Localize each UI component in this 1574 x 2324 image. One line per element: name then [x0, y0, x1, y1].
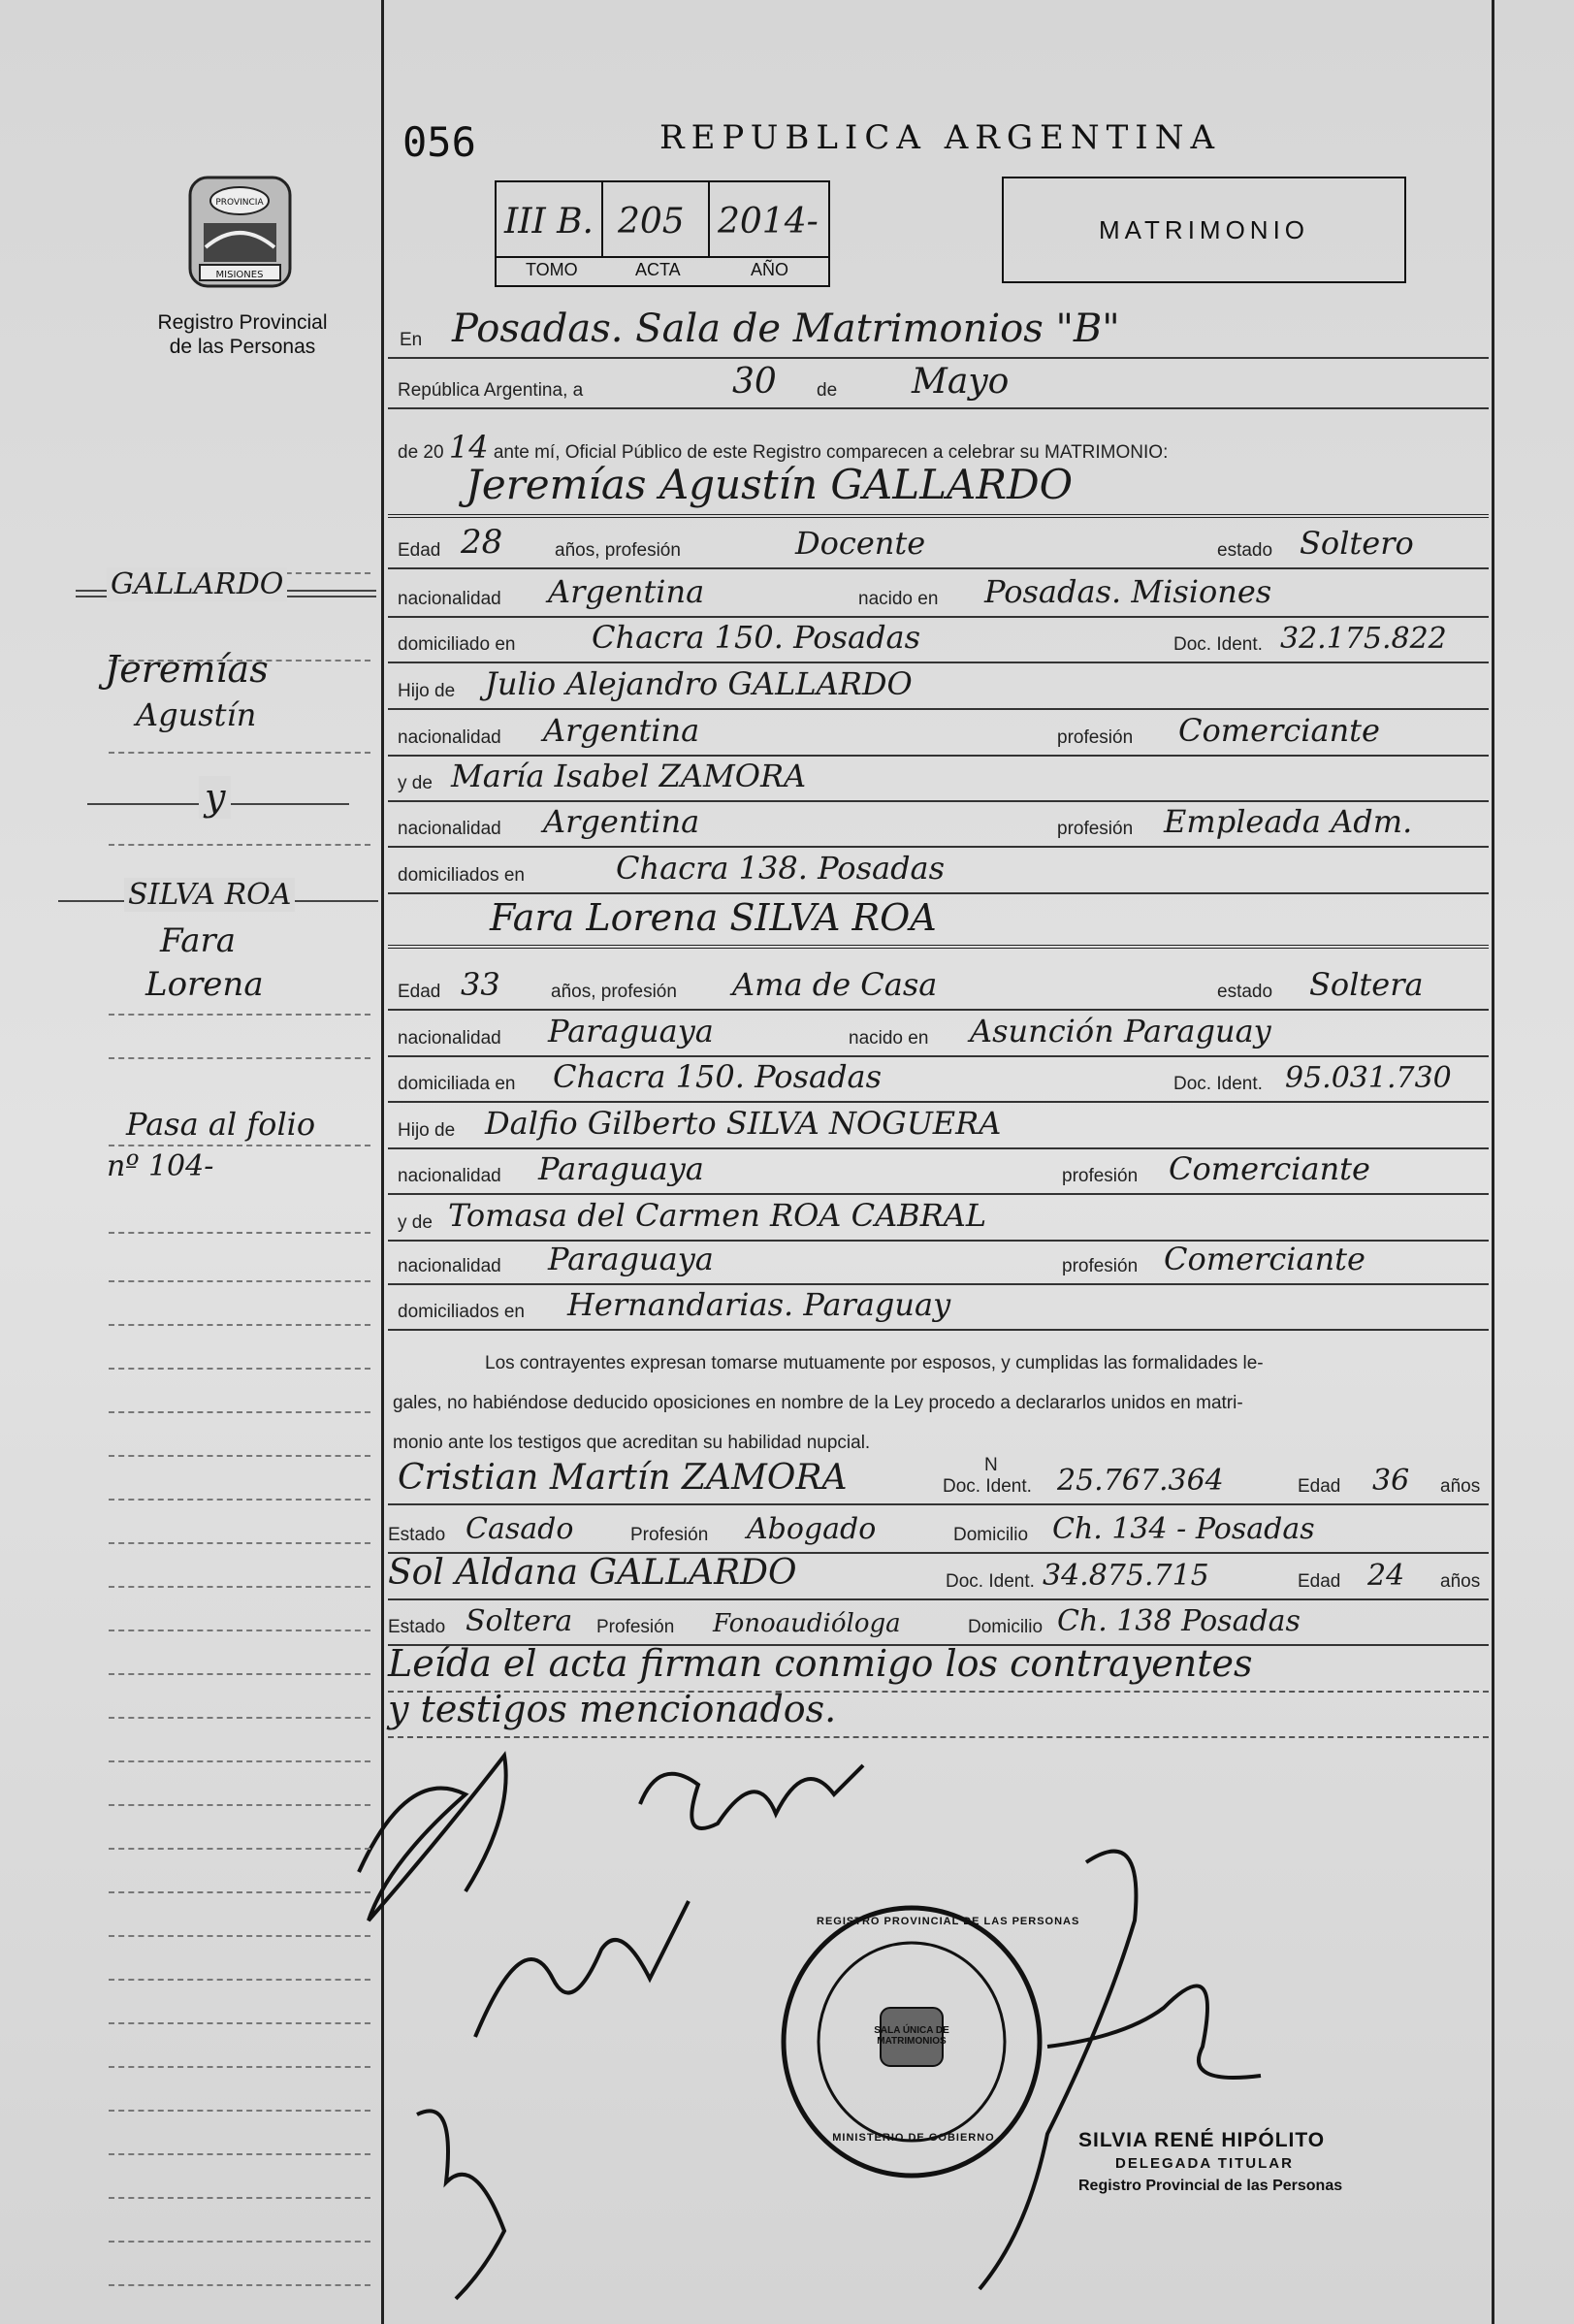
date-year: 14 [448, 429, 489, 466]
bride-father-profession: Comerciante [1169, 1150, 1370, 1187]
anio-label: AÑO [751, 260, 789, 279]
page-number: 056 [402, 118, 476, 166]
closing-line1: Leída el acta firman conmigo los contrayentes [388, 1642, 1253, 1685]
witness1-row: Cristian Martín ZAMORA N Doc. Ident. 25.767.364 Edad 36 años [388, 1450, 1489, 1505]
stamp-bottom-text: MINISTERIO DE GOBIERNO [832, 2132, 995, 2144]
tomo-value: III B. [504, 202, 594, 242]
country-title: REPUBLICA ARGENTINA [659, 118, 1222, 157]
witness1-name: Cristian Martín ZAMORA [398, 1458, 848, 1498]
signature-witness2-icon [417, 2111, 504, 2299]
svg-text:MISIONES: MISIONES [215, 270, 264, 280]
witness2-address: Ch. 138 Posadas [1057, 1604, 1301, 1638]
margin-groom-name2: Agustín [136, 696, 257, 733]
date-month: Mayo [912, 362, 1010, 402]
signature-witness1-icon [475, 1901, 689, 2037]
groom-age: 28 [461, 523, 503, 562]
bride-doc: 95.031.730 [1285, 1061, 1452, 1095]
groom-nationality: Argentina [548, 573, 705, 610]
bride-father-nationality: Paraguaya [538, 1150, 704, 1187]
date-day: 30 [732, 362, 777, 402]
groom-birthplace: Posadas. Misiones [984, 573, 1272, 610]
margin-note-line1: Pasa al folio [126, 1106, 316, 1143]
bride-parents-address: Hernandarias. Paraguay [567, 1286, 951, 1323]
signature-bride-icon [640, 1765, 863, 1828]
bride-age: 33 [461, 966, 500, 1003]
witness2-details-row: Estado Soltera Profesión Fonoaudióloga Domicilio Ch. 138 Posadas [388, 1596, 1489, 1646]
groom-mother-profession: Empleada Adm. [1164, 803, 1413, 840]
groom-doc: 32.175.822 [1280, 622, 1447, 656]
bride-birthplace: Asunción Paraguay [970, 1013, 1271, 1049]
anio-value: 2014- [718, 202, 819, 242]
official-name: SILVIA RENÉ HIPÓLITO [1078, 2129, 1326, 2151]
witness2-status: Soltera [466, 1604, 573, 1638]
groom-age-row: Edad 28 años, profesión Docente estado Soltero [388, 519, 1489, 569]
bride-address-row: domiciliada en Chacra 150. Posadas Doc. Ident. 95.031.730 [388, 1052, 1489, 1103]
groom-name: Jeremías Agustín GALLARDO [466, 461, 1074, 508]
closing-row1 [388, 1642, 1489, 1693]
record-box [495, 180, 830, 287]
date-row: República Argentina, a 30 de Mayo [388, 359, 1489, 409]
groom-address: Chacra 150. Posadas [592, 619, 921, 656]
doc-ident-mark: N [984, 1455, 998, 1475]
groom-parents-address-row: domiciliados en Chacra 138. Posadas [388, 844, 1489, 894]
witness1-status: Casado [466, 1512, 574, 1546]
groom-profession: Docente [795, 525, 926, 562]
acta-label: ACTA [635, 260, 681, 279]
place-row: En Posadas. Sala de Matrimonios "B" [388, 308, 1489, 359]
margin-bride-surname: SILVA ROA [124, 878, 295, 912]
witness1-address: Ch. 134 - Posadas [1052, 1512, 1315, 1546]
groom-mother-nationality: Argentina [543, 803, 700, 840]
statement-line1: Los contrayentes expresan tomarse mutuamente por esposos, y cumplidas las formalidades le- [485, 1353, 1264, 1373]
bride-age-row: Edad 33 años, profesión Ama de Casa estado Soltera [388, 960, 1489, 1011]
bride-status: Soltera [1309, 966, 1424, 1003]
groom-father-nationality: Argentina [543, 712, 700, 749]
svg-text:PROVINCIA: PROVINCIA [215, 198, 264, 208]
groom-father: Julio Alejandro GALLARDO [485, 665, 913, 702]
groom-nationality-row: nacionalidad Argentina nacido en Posadas. Misiones [388, 567, 1489, 618]
bride-name: Fara Lorena SILVA ROA [490, 896, 937, 939]
bride-father: Dalfio Gilberto SILVA NOGUERA [485, 1105, 1002, 1142]
margin-groom-surname: GALLARDO [107, 567, 287, 601]
bride-nationality-row: nacionalidad Paraguaya nacido en Asunción Paraguay [388, 1007, 1489, 1057]
groom-name-row [388, 456, 1489, 518]
groom-status: Soltero [1300, 525, 1414, 562]
witness2-doc: 34.875.715 [1043, 1559, 1209, 1593]
witness2-row: Sol Aldana GALLARDO Doc. Ident. 34.875.715 Edad 24 años [388, 1550, 1489, 1600]
official-title: DELEGADA TITULAR [1115, 2155, 1294, 2172]
official-org: Registro Provincial de las Personas [1078, 2178, 1343, 2194]
margin-bride-name2: Lorena [145, 965, 264, 1004]
act-type-box [1002, 177, 1406, 283]
bride-mother: Tomasa del Carmen ROA CABRAL [448, 1197, 987, 1234]
bride-father-row: Hijo de Dalfio Gilberto SILVA NOGUERA [388, 1099, 1489, 1149]
witness1-age: 36 [1372, 1464, 1410, 1498]
bride-name-row [388, 885, 1489, 949]
bride-nationality: Paraguaya [548, 1013, 714, 1049]
bride-profession: Ama de Casa [732, 966, 938, 1003]
statement-paragraph [393, 1343, 1484, 1463]
witness1-details-row: Estado Casado Profesión Abogado Domicilio Ch. 134 - Posadas [388, 1503, 1489, 1554]
ante-mi-line: de 20 14 ante mí, Oficial Público de este Registro comparecen a celebrar su MATRIMONIO: [398, 429, 1169, 466]
registry-line1: Registro Provincial [157, 311, 328, 334]
bride-parents-address-row: domiciliados en Hernandarias. Paraguay [388, 1280, 1489, 1331]
acta-value: 205 [618, 202, 685, 242]
groom-mother-row: y de María Isabel ZAMORA [388, 752, 1489, 802]
groom-mother-nat-row: nacionalidad Argentina profesión Empleada Adm. [388, 797, 1489, 848]
groom-parents-address: Chacra 138. Posadas [616, 850, 946, 887]
statement-line2: gales, no habiéndose deducido oposiciones en nombre de la Ley procedo a declararlos unidos en matri- [393, 1393, 1243, 1413]
bride-father-nat-row: nacionalidad Paraguaya profesión Comerciante [388, 1145, 1489, 1195]
groom-address-row: domiciliado en Chacra 150. Posadas Doc. Ident. 32.175.822 [388, 613, 1489, 663]
statement-line3: monio ante los testigos que acreditan su habilidad nupcial. [393, 1433, 871, 1453]
provincial-seal-icon [184, 170, 296, 296]
bride-mother-nat-row: nacionalidad Paraguaya profesión Comerciante [388, 1235, 1489, 1285]
tomo-label: TOMO [526, 260, 578, 279]
stamp-inner-text: SALA ÚNICA DE MATRIMONIOS [874, 2025, 949, 2047]
registry-line2: de las Personas [169, 336, 316, 358]
act-type: MATRIMONIO [1098, 215, 1310, 244]
registry-name [116, 310, 369, 359]
closing-line2: y testigos mencionados. [388, 1688, 837, 1730]
margin-note-line2: nº 104- [107, 1149, 214, 1183]
place-value: Posadas. Sala de Matrimonios "B" [452, 307, 1120, 351]
groom-father-nat-row: nacionalidad Argentina profesión Comerciante [388, 706, 1489, 757]
margin-connector: y [199, 776, 231, 819]
right-border [1492, 0, 1494, 2324]
bride-mother-row: y de Tomasa del Carmen ROA CABRAL [388, 1191, 1489, 1242]
witness2-name: Sol Aldana GALLARDO [388, 1553, 797, 1593]
stamp-ring-text: REGISTRO PROVINCIAL DE LAS PERSONAS [817, 1916, 1080, 1927]
bride-address: Chacra 150. Posadas [553, 1058, 883, 1095]
witness2-profession: Fonoaudióloga [713, 1609, 901, 1638]
groom-father-profession: Comerciante [1178, 712, 1380, 749]
witness2-age: 24 [1367, 1559, 1405, 1593]
margin-groom-name1: Jeremías [105, 648, 269, 691]
groom-mother: María Isabel ZAMORA [451, 758, 807, 794]
groom-father-row: Hijo de Julio Alejandro GALLARDO [388, 660, 1489, 710]
signature-groom-icon [359, 1756, 506, 1921]
witness1-profession: Abogado [747, 1512, 877, 1546]
margin-bride-name1: Fara [160, 921, 237, 960]
bride-mother-profession: Comerciante [1164, 1241, 1365, 1277]
witness1-doc: 25.767.364 [1057, 1464, 1224, 1498]
bride-mother-nationality: Paraguaya [548, 1241, 714, 1277]
